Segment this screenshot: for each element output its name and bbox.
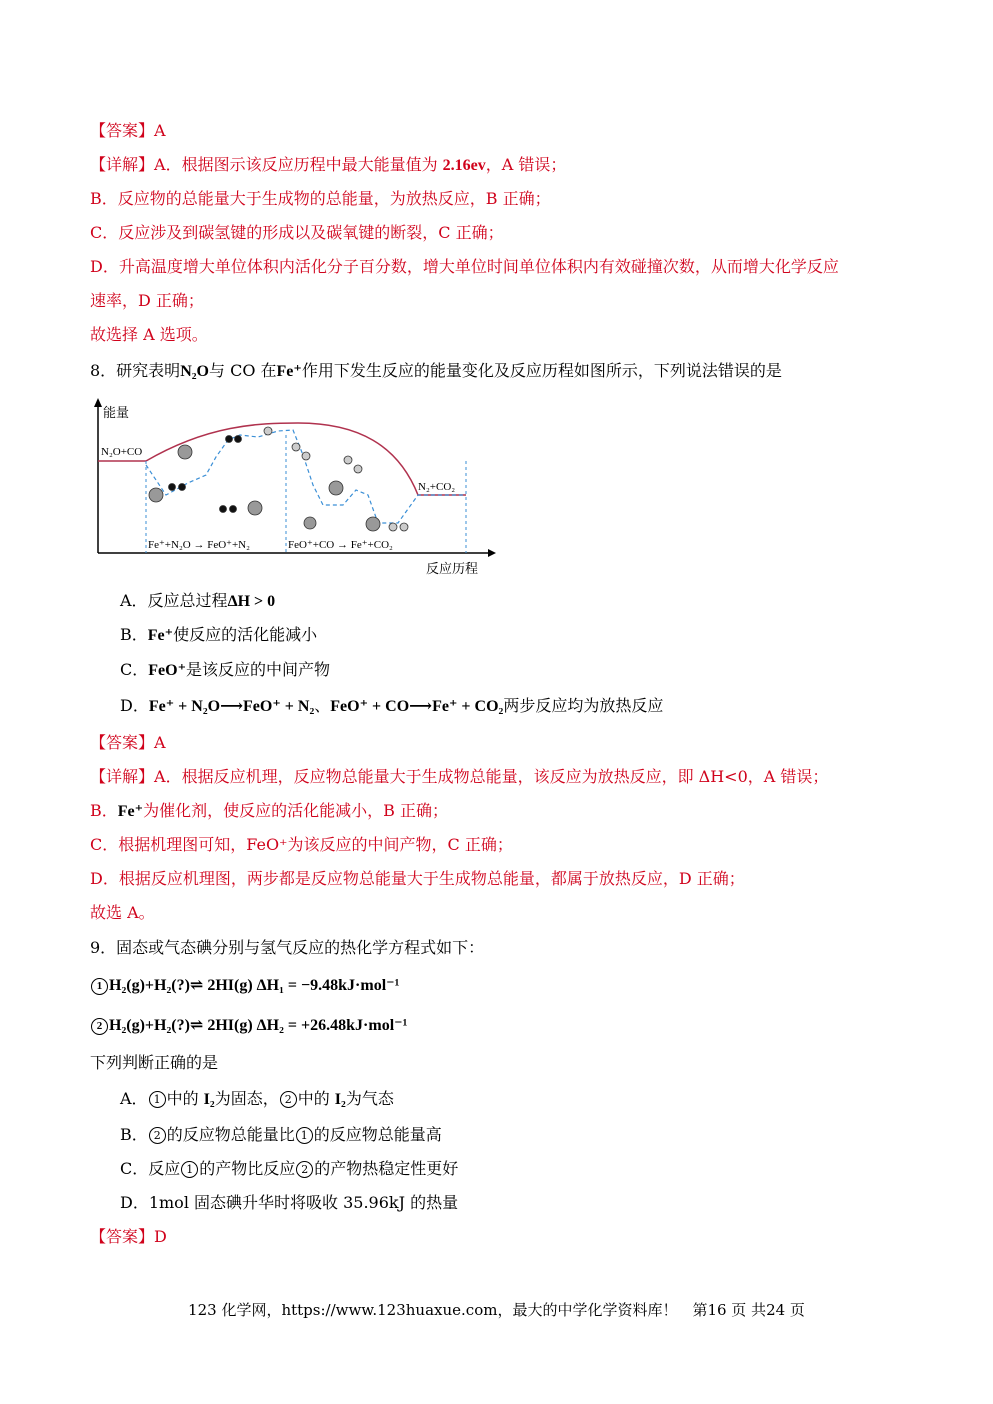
option-b-text: 使反应的活化能减小 (173, 625, 318, 644)
end-label: N₂+CO₂ (418, 481, 456, 493)
option-c-prefix: C． (120, 660, 149, 679)
step2-label: FeO⁺+CO → Fe⁺+CO₂ (288, 539, 393, 551)
option-text: 中的 (297, 1089, 335, 1108)
n-atom-4 (230, 506, 237, 513)
option-prefix: C．反应 (120, 1159, 181, 1178)
q8-detail-d: D．根据反应机理图，两步都是反应物总能量大于生成物总能量，都属于放热反应，D 正确； (90, 869, 745, 888)
option-prefix: A． (120, 1089, 148, 1108)
energy-curve (98, 423, 466, 495)
answer-tag: 【答案】 (90, 121, 155, 140)
answer-value: A (154, 121, 166, 140)
start-label: N₂O+CO (101, 446, 143, 458)
fe-atom-6 (366, 517, 380, 531)
q9-answer-line (90, 1226, 167, 1248)
circled-number: 1 (149, 1091, 166, 1108)
answer-tag: 【答案】 (90, 1227, 155, 1246)
page-footer: 123 化学网，https://www.123huaxue.com，最大的中学化学资料库！ 第16 页 共24 页 (188, 1301, 805, 1319)
q8-stem (90, 360, 782, 383)
q8-stem-mid: 与 CO 在 (208, 361, 277, 380)
q8-option-c (120, 659, 330, 682)
q8-n2o: N₂O (180, 363, 209, 380)
x-axis-arrow (488, 549, 496, 557)
q7-detail-d1: D．升高温度增大单位体积内活化分子百分数，增大单位时间单位体积内有效碰撞次数，从而增大化学反应 (90, 257, 839, 276)
option-i2: I₂ (334, 1091, 346, 1108)
q7-detail-b: B．反应物的总能量大于生成物的总能量，为放热反应，B 正确； (90, 189, 551, 208)
q8-detail-b (90, 800, 448, 823)
o-atom-1 (389, 523, 397, 531)
reaction-pathway (146, 430, 466, 523)
q7-conclusion: 故选择 A 选项。 (90, 325, 208, 344)
option-b-fe: Fe⁺ (147, 627, 174, 644)
n-atom-3 (220, 506, 227, 513)
option-a-eq: ΔH > 0 (227, 593, 276, 610)
option-c-text: 是该反应的中间产物 (186, 660, 331, 679)
q7-detail-c: C．反应涉及到碳氢键的形成以及碳氧键的断裂，C 正确； (90, 223, 504, 242)
detail-a-text: A．根据图示该反应历程中最大能量值为 (154, 155, 443, 174)
o-atom-6 (302, 452, 310, 460)
option-text: 的产物比反应 (199, 1159, 296, 1178)
option-prefix: B． (120, 1125, 148, 1144)
detail-a-post: ，A 错误； (485, 155, 567, 174)
answer-value: A (154, 733, 166, 752)
o-atom-3 (344, 456, 352, 464)
fe-atom-2 (178, 445, 192, 459)
n-atom-6 (179, 484, 186, 491)
circled-number: 2 (91, 1018, 108, 1035)
o-atom-5 (292, 443, 300, 451)
fe-atom-5 (329, 481, 343, 495)
equation-text: H₂(g)+H₂(?)⇌ 2HI(g) ΔH₂ = +26.48kJ·mol⁻¹ (109, 1017, 408, 1034)
detail-tag: 【详解】 (90, 767, 155, 786)
q9-stem: 9．固态或气态碘分别与氢气反应的热化学方程式如下： (90, 938, 485, 957)
option-d-text: 两步反应均为放热反应 (503, 696, 664, 715)
option-a-text: A．反应总过程 (120, 591, 228, 610)
step1-label: Fe⁺+N₂O → FeO⁺+N₂ (148, 539, 250, 551)
option-i2: I₂ (203, 1091, 215, 1108)
option-text: 的反应物总能量高 (313, 1125, 442, 1144)
q9-option-a (120, 1088, 394, 1111)
detail-tag: 【详解】 (90, 155, 155, 174)
q8-option-d (120, 695, 663, 718)
q8-stem-pre: 8．研究表明 (90, 361, 181, 380)
option-c-feo: FeO⁺ (148, 662, 187, 679)
fe-atom-4 (304, 517, 316, 529)
q7-detail-d2: 速率，D 正确； (90, 291, 204, 310)
o-atom-2 (400, 523, 408, 531)
q8-detail-c: C．根据机理图可知，FeO⁺为该反应的中间产物，C 正确； (90, 835, 513, 854)
option-d-sep: 、 (314, 696, 331, 715)
answer-tag: 【答案】 (90, 733, 155, 752)
q9-question: 下列判断正确的是 (90, 1053, 219, 1072)
option-b-prefix: B． (120, 625, 148, 644)
n-atom-1 (226, 436, 233, 443)
q8-option-a (120, 590, 275, 613)
option-d-eq1: Fe⁺ + N₂O⟶FeO⁺ + N₂ (148, 698, 315, 715)
option-text: 为气态 (345, 1089, 394, 1108)
circled-number: 1 (91, 978, 108, 995)
q8-fe: Fe⁺ (276, 363, 302, 380)
detail-a-value: 2.16ev (442, 157, 486, 174)
q8-detail-a (90, 766, 828, 788)
circled-number: 1 (296, 1127, 313, 1144)
o-atom-7 (264, 427, 272, 435)
n-atom-2 (235, 436, 242, 443)
q8-option-b (120, 624, 317, 647)
o-atom-4 (354, 465, 362, 473)
circled-number: 2 (280, 1091, 297, 1108)
circled-number: 2 (149, 1127, 166, 1144)
circled-number: 1 (181, 1161, 198, 1178)
detail-b-text: 为催化剂，使反应的活化能减小，B 正确； (143, 801, 448, 820)
option-text: 为固态， (214, 1089, 279, 1108)
q9-option-b (120, 1124, 442, 1146)
detail-b-fe: Fe⁺ (117, 803, 144, 820)
option-text: 的产物热稳定性更好 (314, 1159, 459, 1178)
y-axis-label: 能量 (103, 405, 130, 420)
detail-b-prefix: B． (90, 801, 118, 820)
q9-option-d: D．1mol 固态碘升华时将吸收 35.96kJ 的热量 (120, 1193, 459, 1212)
q9-equation-1 (90, 975, 399, 997)
circled-number: 2 (296, 1161, 313, 1178)
q9-equation-2 (90, 1015, 407, 1037)
option-d-prefix: D． (120, 696, 149, 715)
n-atom-5 (169, 484, 176, 491)
equation-text: H₂(g)+H₂(?)⇌ 2HI(g) ΔH₁ = −9.48kJ·mol⁻¹ (109, 977, 400, 994)
q8-conclusion: 故选 A。 (90, 903, 155, 922)
q7-answer-line (90, 120, 166, 142)
q8-stem-post: 作用下发生反应的能量变化及反应历程如图所示，下列说法错误的是 (301, 361, 782, 380)
fe-atom-1 (149, 488, 163, 502)
option-text: 中的 (166, 1089, 204, 1108)
molecule-sketches (149, 427, 408, 531)
y-axis-arrow (94, 398, 102, 407)
fe-atom-3 (248, 501, 262, 515)
q7-detail-a (90, 154, 566, 177)
x-axis-label: 反应历程 (426, 561, 479, 576)
answer-value: D (154, 1227, 167, 1246)
q8-answer-line (90, 732, 166, 754)
option-text: 的反应物总能量比 (166, 1125, 295, 1144)
q9-option-c (120, 1158, 458, 1180)
option-d-eq2: FeO⁺ + CO⟶Fe⁺ + CO₂ (330, 698, 504, 715)
energy-diagram (88, 395, 508, 585)
detail-a-text: A．根据反应机理，反应物总能量大于生成物总能量，该反应为放热反应，即 ΔH<0，A 错误； (154, 767, 829, 786)
